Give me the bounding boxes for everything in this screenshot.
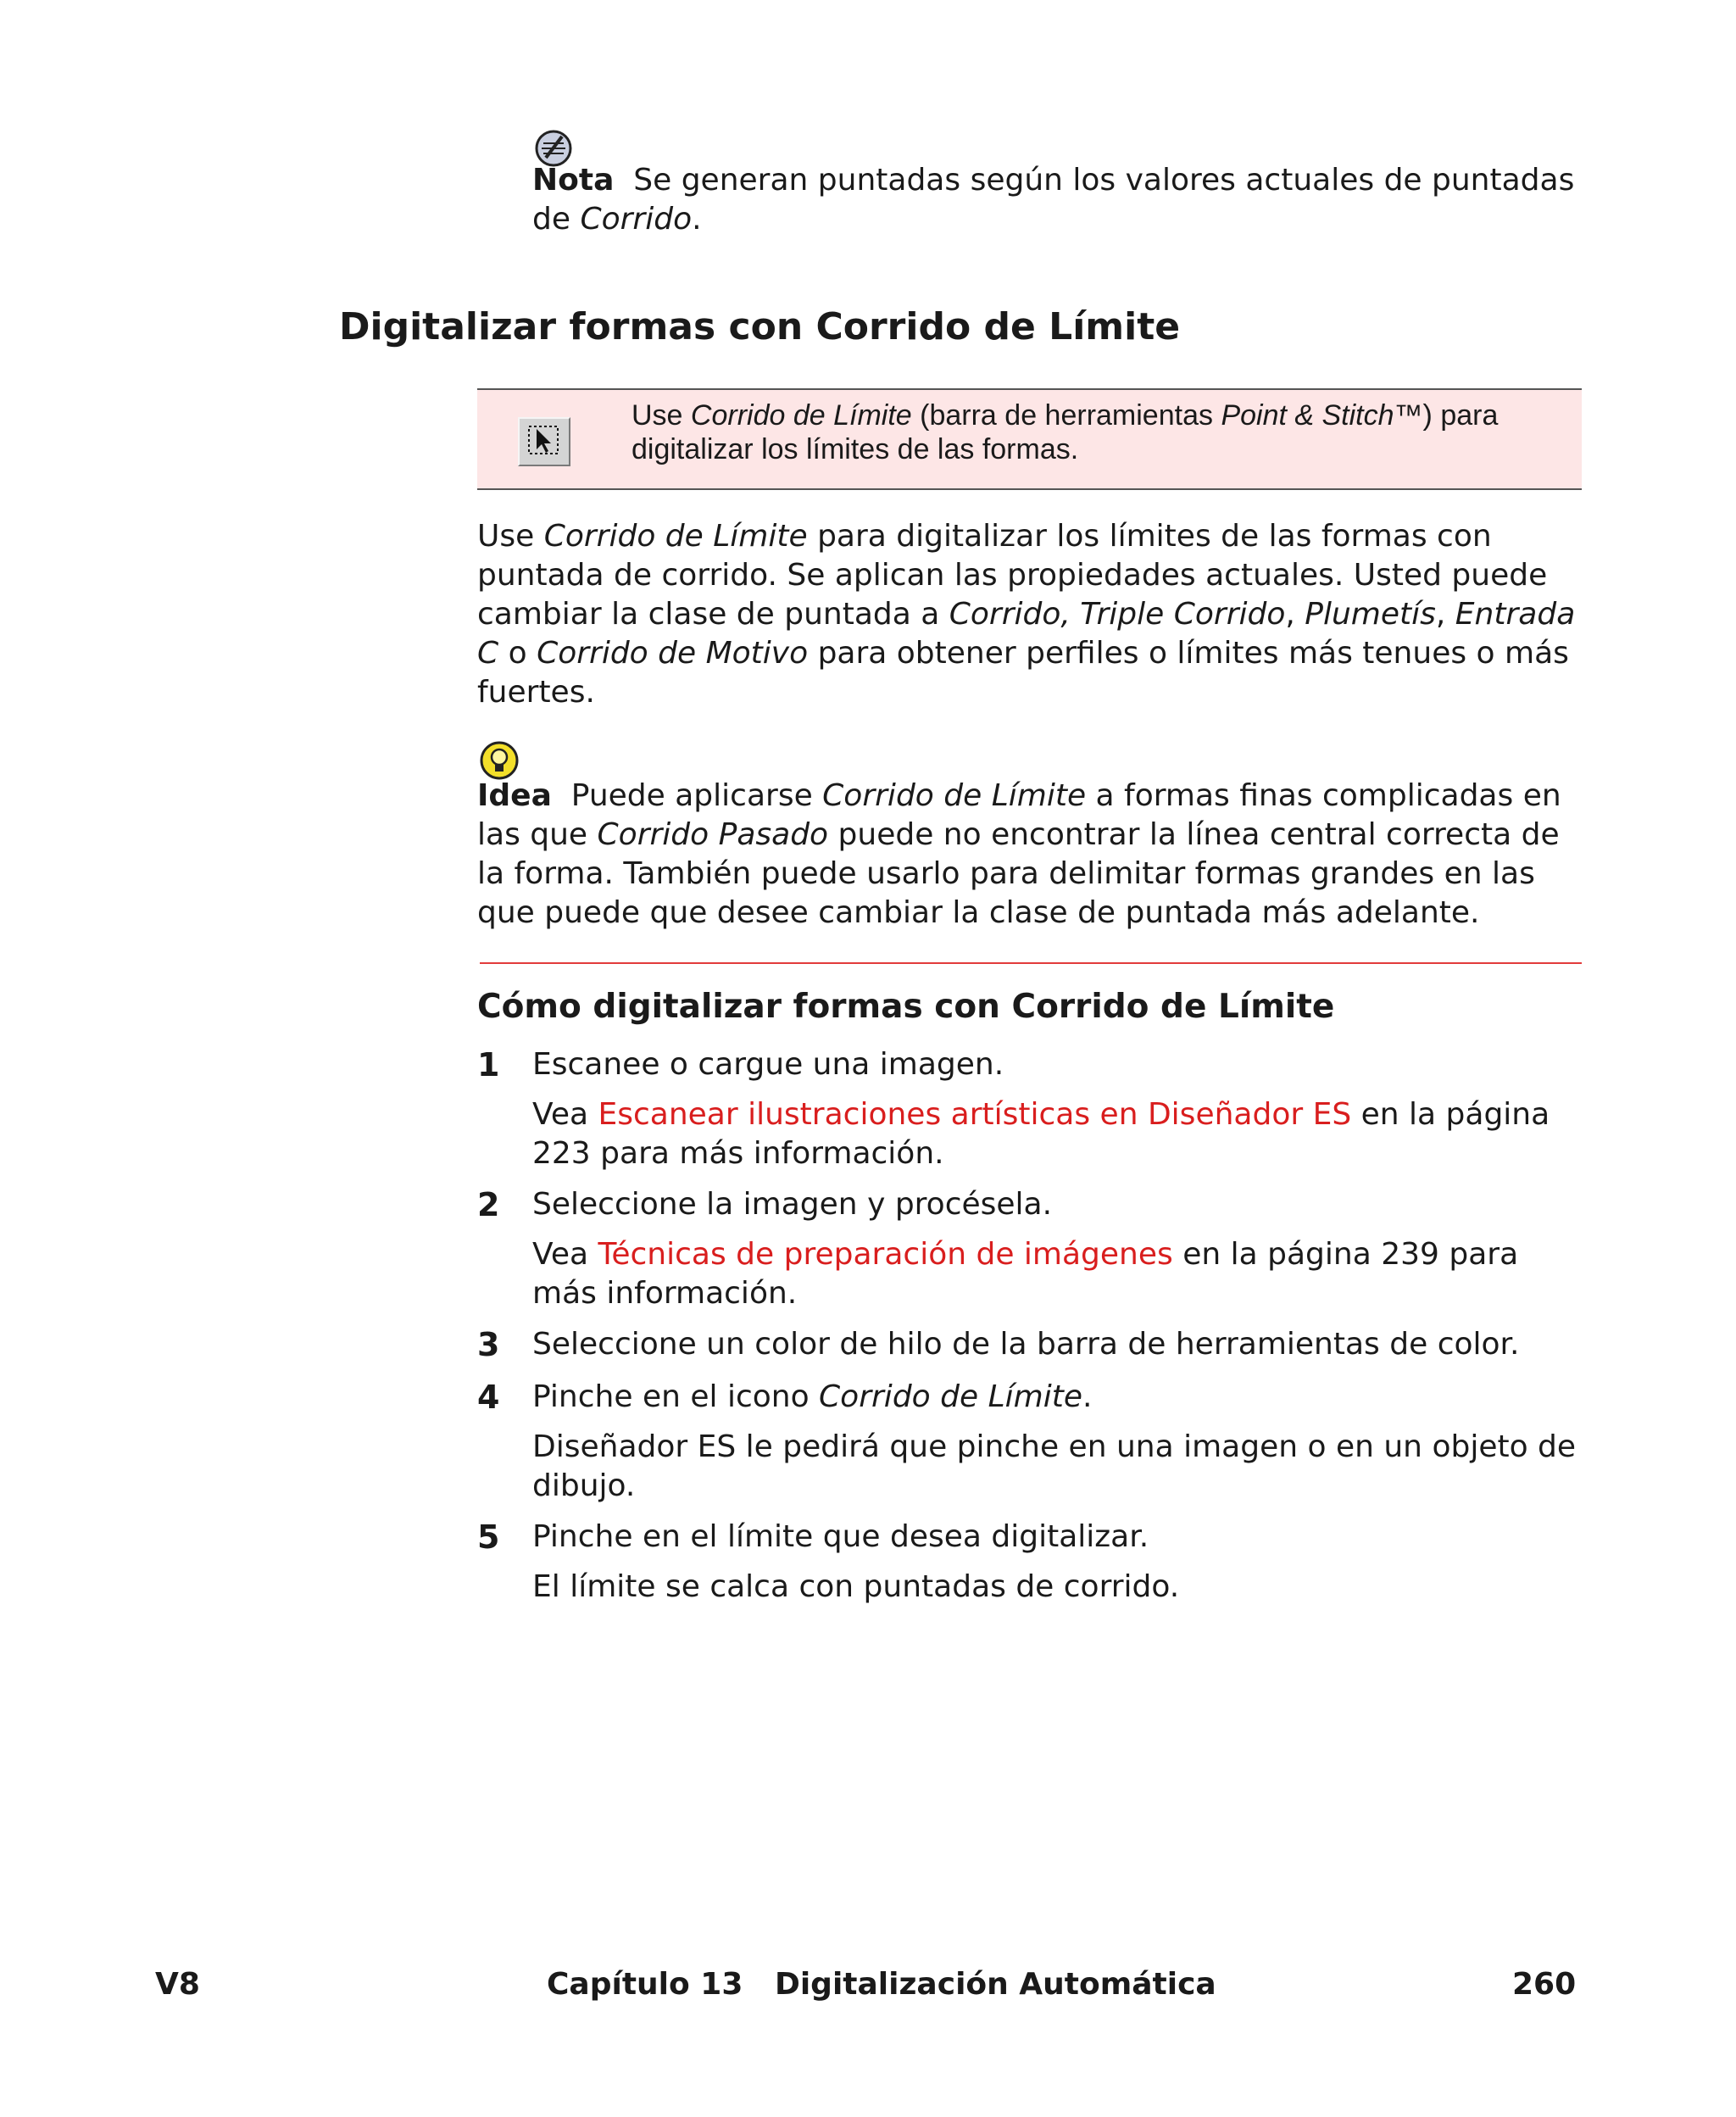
- step-4-italic: Corrido de Límite: [819, 1379, 1082, 1414]
- footer-chapter: Capítulo 13 Digitalización Automática: [547, 1967, 1216, 2002]
- ref-prefix: Vea: [532, 1097, 598, 1132]
- intro-1: Use: [477, 519, 544, 554]
- intro-paragraph: [477, 517, 1588, 712]
- step-reference: [532, 1235, 1592, 1313]
- idea-3: puede no encontrar la línea central correcta de la forma. También puede usarlo para delimitar formas grandes en las que puede que desee cambiar la clase de puntada más adelante.: [477, 817, 1560, 930]
- note-label: Nota: [532, 163, 615, 198]
- note-text: Se generan puntadas según los valores actuales de puntadas de: [532, 163, 1575, 237]
- intro-italic-2: Corrido, Triple Corrido: [949, 597, 1286, 632]
- intro-4: ,: [1435, 597, 1455, 632]
- footer-version: V8: [155, 1967, 200, 2002]
- intro-6: para obtener perfiles o límites más tenues o más fuertes.: [477, 636, 1569, 710]
- step-4-end: .: [1082, 1379, 1093, 1414]
- intro-italic-1: Corrido de Límite: [543, 519, 808, 554]
- corrido-de-limite-tool-icon[interactable]: [518, 417, 570, 466]
- step-result: El límite se calca con puntadas de corrido.: [532, 1569, 1180, 1604]
- idea-italic-1: Corrido de Límite: [822, 778, 1087, 813]
- step-text: Escanee o cargue una imagen.: [532, 1047, 1004, 1082]
- step-text: [532, 1378, 1592, 1417]
- tool-text-italic-1: Corrido de Límite: [690, 399, 912, 432]
- step-number: 3: [477, 1326, 500, 1363]
- step-reference: [532, 1095, 1592, 1173]
- intro-italic-4: Entrada C: [477, 597, 1576, 671]
- page-number: 260: [1512, 1967, 1577, 2002]
- step-number: 5: [477, 1518, 500, 1556]
- ref-prefix: Vea: [532, 1237, 598, 1272]
- tool-text-1: Use: [632, 399, 691, 432]
- note-italic: Corrido: [580, 202, 693, 237]
- step-number: 1: [477, 1046, 500, 1084]
- scan-artwork-link[interactable]: Escanear ilustraciones artísticas en Diseñador ES: [598, 1097, 1352, 1132]
- idea-1: Puede aplicarse: [570, 778, 823, 813]
- step-text: Pinche en el límite que desea digitalizar.: [532, 1519, 1149, 1554]
- section-title: Digitalizar formas con Corrido de Límite: [339, 305, 1181, 348]
- idea-label: Idea: [477, 778, 552, 813]
- step-number: 4: [477, 1379, 500, 1416]
- intro-italic-5: Corrido de Motivo: [537, 636, 809, 671]
- tool-callout: [477, 388, 1582, 490]
- step-number: 2: [477, 1186, 500, 1223]
- step-text: Seleccione la imagen y procésela.: [532, 1187, 1053, 1222]
- idea: [477, 777, 1588, 933]
- ref-suffix: en la página 223 para más información.: [532, 1097, 1550, 1171]
- tool-text-3: ) para digitalizar los límites de las formas.: [632, 399, 1499, 465]
- ref-suffix: en la página 239 para más información.: [532, 1237, 1519, 1311]
- lightbulb-icon: [479, 740, 520, 781]
- intro-5: o: [498, 636, 537, 671]
- intro-3: ,: [1285, 597, 1305, 632]
- step-result: Diseñador ES le pedirá que pinche en una imagen o en un objeto de dibujo.: [532, 1429, 1577, 1503]
- divider: [480, 962, 1582, 964]
- step-text: Seleccione un color de hilo de la barra de herramientas de color.: [532, 1327, 1520, 1362]
- image-prep-link[interactable]: Técnicas de preparación de imágenes: [598, 1237, 1173, 1272]
- howto-title: Cómo digitalizar formas con Corrido de Límite: [477, 988, 1335, 1026]
- note: [532, 161, 1583, 239]
- intro-italic-3: Plumetís: [1305, 597, 1436, 632]
- intro-2: para digitalizar los límites de las formas con puntada de corrido. Se aplican las propiedades actuales. Usted puede cambiar la clase de puntada a: [477, 519, 1548, 632]
- idea-italic-2: Corrido Pasado: [597, 817, 829, 852]
- step-4-text: Pinche en el icono: [532, 1379, 820, 1414]
- tool-text-italic-2: Point & Stitch™: [1221, 399, 1423, 432]
- idea-2: a formas finas complicadas en las que: [477, 778, 1561, 852]
- tool-description: [632, 398, 1564, 466]
- note-end: .: [692, 202, 702, 237]
- tool-text-2: (barra de herramientas: [911, 399, 1221, 432]
